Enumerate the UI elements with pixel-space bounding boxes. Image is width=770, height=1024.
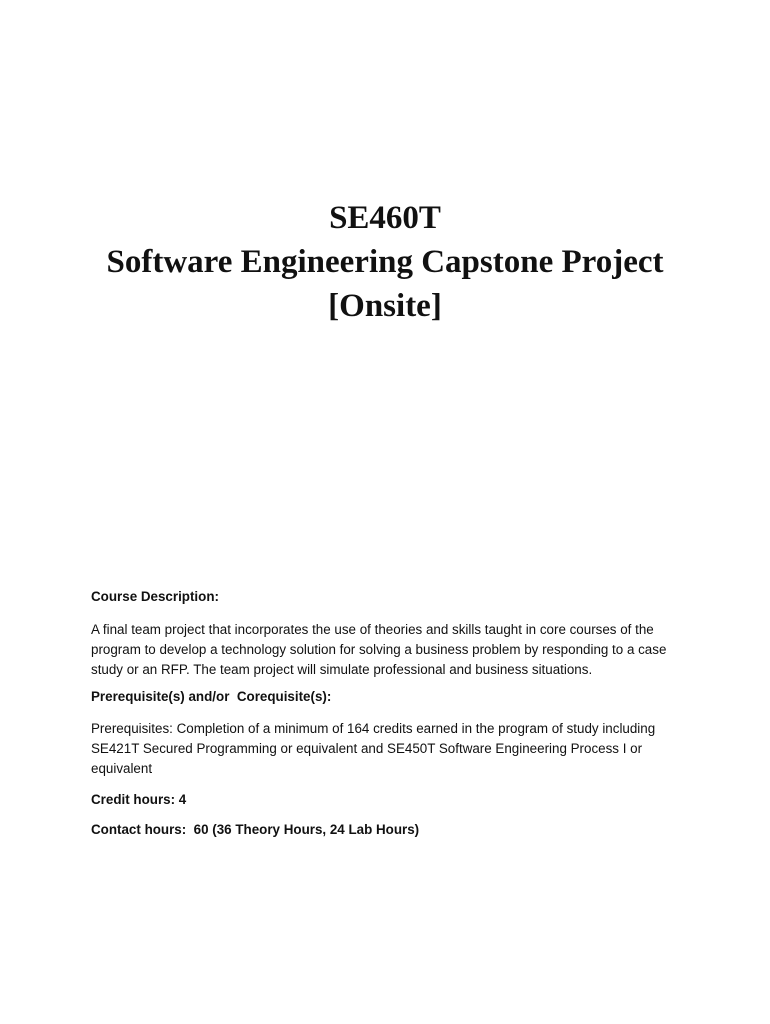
course-details	[91, 587, 691, 840]
course-code: SE460T	[329, 200, 441, 236]
course-name: Software Engineering Capstone Project	[106, 244, 664, 280]
course-description-text: A final team project that incorporates the use of theories and skills taught in core courses of the program to develop a technology solution for solving a business problem by responding to a case study or an RFP. The team project will simulate professional and business situations.	[91, 622, 667, 677]
course-delivery-mode: [Onsite]	[328, 288, 442, 324]
prerequisites-heading: Prerequisite(s) and/or Corequisite(s):	[91, 689, 332, 704]
course-title-block	[0, 196, 770, 328]
prerequisites-text: Prerequisites: Completion of a minimum of 164 credits earned in the program of study including SE421T Secured Programming or equivalent and SE450T Software Engineering Process I or equivalent	[91, 721, 656, 776]
course-description-heading: Course Description:	[91, 589, 219, 604]
contact-hours: Contact hours: 60 (36 Theory Hours, 24 Lab Hours)	[91, 822, 420, 837]
credit-hours: Credit hours: 4	[91, 792, 187, 807]
